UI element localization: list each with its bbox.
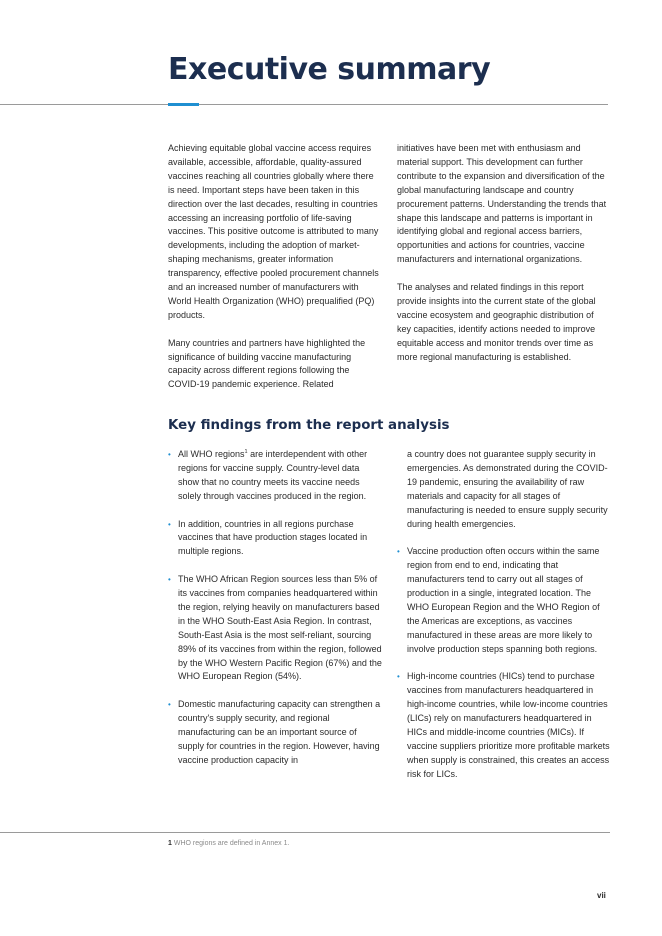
list-item (168, 698, 382, 768)
finding-text: The WHO African Region sources less than 5% of its vaccines from companies headquartered within the region, relying heavily on manufacturers based in the WHO South-East Asia Region. In contrast, South-East Asia is the most self-reliant, sourcing 89% of its vaccines from within the region, followed by the WHO Western Pacific Region (67%) and the WHO European Region (54%). (178, 574, 382, 682)
intro-paragraph: The analyses and related findings in this report provide insights into the current state of the global vaccine ecosystem and geographic distribution of key capacities, identify actions needed to improve equitable access and monitor trends over time as more regional manufacturing is established. (397, 282, 596, 362)
footnote-number: 1 (168, 840, 172, 847)
intro-paragraph: Achieving equitable global vaccine access requires available, accessible, affordable, quality-assured vaccines reaching all countries globally where there is need. Important steps have been taken in this direction over the last decades, resulting in countries accessing an increasing portfolio of life-saving vaccines. This positive outcome is attributed to many developments, including the adoption of market-shaping mechanisms, greater information transparency, effective pooled procurement channels and an increased number of manufacturers with World Health Organization (WHO) prequalified (PQ) products. (168, 143, 379, 320)
bullet-icon: • (168, 575, 171, 585)
bullet-icon: • (397, 672, 400, 682)
page-number: vii (597, 891, 606, 900)
intro-paragraph: initiatives have been met with enthusiasm and material support. This development can further contribute to the expansion and diversification of the global manufacturing landscape and country procurement patterns. Understanding the trends that shape this landscape and patterns is important in identifying global and regional access barriers, opportunities and actions for countries, vaccine manufacturers and international organizations. (397, 143, 607, 265)
footnote-text: WHO regions are defined in Annex 1. (171, 840, 290, 847)
key-findings-list-left (168, 448, 382, 768)
footnote-reference[interactable]: 1 (244, 449, 248, 455)
bullet-icon: • (168, 450, 171, 459)
title-divider (0, 104, 608, 105)
finding-text: a country does not guarantee supply security in emergencies. As demonstrated during the COVID-19 pandemic, ensuring the availability of raw materials and capacity for all stages of manufacturing is needed to ensure supply security during health emergencies. (407, 449, 608, 529)
list-item-continuation (397, 448, 610, 531)
list-item (397, 670, 610, 781)
intro-column-right (397, 142, 609, 364)
bullet-icon: • (397, 547, 400, 557)
finding-text: In addition, countries in all regions purchase vaccines that have production stages located in multiple regions. (178, 518, 368, 557)
intro-paragraph: Many countries and partners have highlighted the significance of building vaccine manufacturing capacity across different regions following the COVID-19 pandemic experience. Related (168, 337, 366, 390)
footnote (168, 839, 289, 849)
intro-column-left (168, 142, 382, 392)
list-item (168, 448, 382, 504)
list-item (397, 545, 610, 656)
bullet-icon: • (168, 700, 171, 710)
finding-text: High-income countries (HICs) tend to purchase vaccines from manufacturers headquartered in high-income countries, while low-income countries (LICs) rely on manufacturers headquartered in HICs and middle-income countries (MICs). If vaccine suppliers prioritize more profitable markets when supply is constrained, this creates an access risk for LICs. (407, 671, 610, 779)
footnote-divider (0, 832, 610, 833)
page-title: Executive summary (168, 52, 491, 87)
list-item (168, 573, 382, 684)
title-accent-bar (168, 103, 199, 106)
key-findings-heading: Key findings from the report analysis (168, 418, 450, 433)
key-findings-list-right (397, 448, 610, 782)
finding-text: are interdependent with other regions for vaccine supply. Country-level data show that no country meets its vaccine needs solely through vaccines produced in the region. (178, 449, 368, 501)
finding-text: All WHO regions (178, 449, 245, 459)
list-item (168, 518, 382, 560)
finding-text: Domestic manufacturing capacity can strengthen a country's supply security, and regional manufacturing can be an important source of supply for countries in the region. However, having vaccine production capacity in (178, 699, 381, 765)
finding-text: Vaccine production often occurs within the same region from end to end, indicating that manufacturers tend to carry out all stages of production in a single, integrated location. The WHO European Region and the WHO Region of the Americas are exceptions, as vaccines manufactured in these areas are more likely to involve production steps spanning both regions. (407, 546, 600, 654)
bullet-icon: • (168, 519, 171, 529)
